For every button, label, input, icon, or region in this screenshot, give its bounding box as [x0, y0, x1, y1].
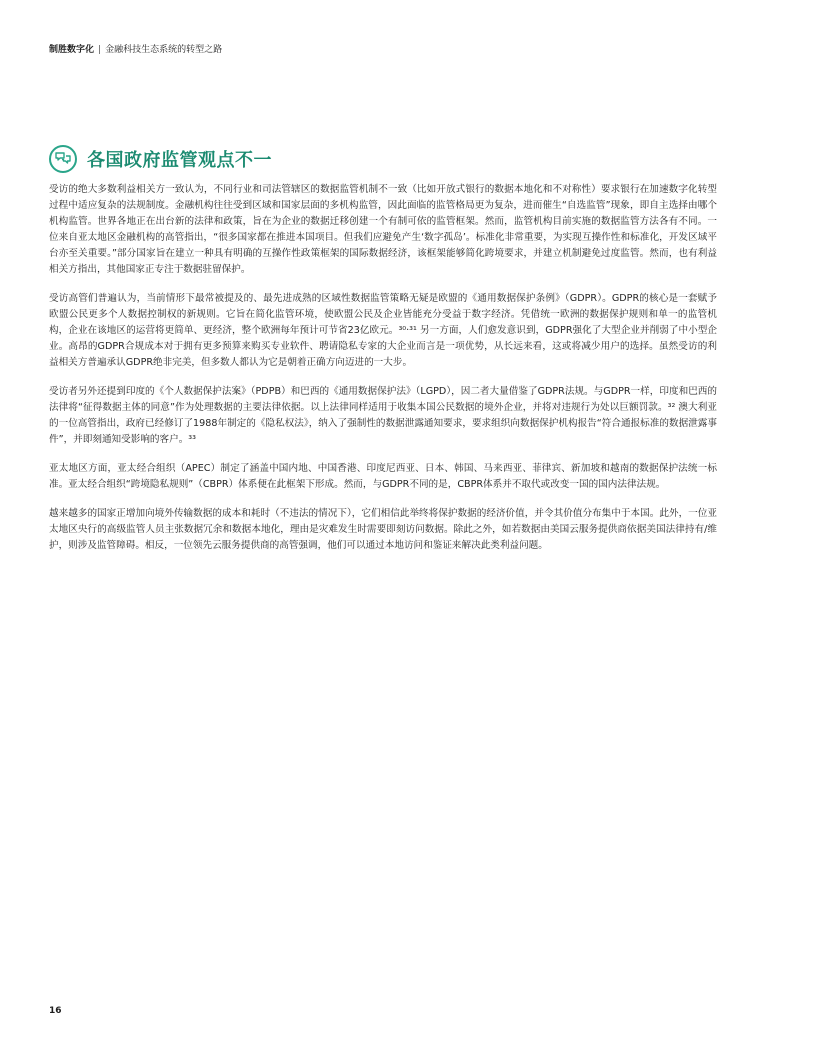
body-text	[49, 182, 717, 567]
paragraph: 亚太地区方面，亚太经合组织（APEC）制定了涵盖中国内地、中国香港、印度尼西亚、日本、韩国、马来西亚、菲律宾、新加坡和越南的数据保护法统一标准。亚太经合组织“跨境隐私规则”（CBPR）体系便在此框架下形成。然而，与GDPR不同的是，CBPR体系并不取代或改变一国的国内法律法规。	[49, 463, 717, 490]
section-heading	[49, 143, 272, 175]
section-title: 各国政府监管观点不一	[87, 150, 272, 171]
paragraph: 受访的绝大多数利益相关方一致认为，不同行业和司法管辖区的数据监管机制不一致（比如开放式银行的数据本地化和不对称性）要求银行在加速数字化转型过程中适应复杂的法规制度。金融机构往往受到区域和国家层面的多机构监管，因此面临的监管格局更为复杂，进而催生“自选监管”现象，即自主选择由哪个机构监管。世界各地正在出台新的法律和政策，旨在为企业的数据迁移创建一个有制可依的监管框架。然而，监管机构目前实施的数据监管方法各有不同。一位来自亚太地区金融机构的高管指出，“很多国家都在推进本国项目。但我们应避免产生‘数字孤岛’。标准化非常重要，为实现互操作性和标准化，开发区域平台亦至关重要。”部分国家旨在建立一种具有明确的互操作性政策框架的国际数据经济，该框架能够简化跨境要求，并建立机制避免过度监管。然而，也有利益相关方指出，其他国家正专注于数据驻留保护。	[49, 184, 717, 275]
running-header	[49, 44, 222, 56]
speech-bubbles-icon	[49, 145, 77, 173]
paragraph: 越来越多的国家正增加向境外传输数据的成本和耗时（不违法的情况下），它们相信此举终将保护数据的经济价值，并令其价值分布集中于本国。此外，一位亚太地区央行的高级监管人员主张数据冗余和数据本地化，理由是灾难发生时需要即刻访问数据。除此之外，如若数据由美国云服务提供商依据美国法律持有/维护，则涉及监管障碍。相反，一位领先云服务提供商的高管强调，他们可以通过本地访问和鉴证来解决此类利益问题。	[49, 508, 717, 551]
header-brand: 制胜数字化	[49, 45, 95, 55]
header-subtitle: 金融科技生态系统的转型之路	[105, 45, 223, 55]
paragraph: 受访高管们普遍认为，当前情形下最常被提及的、最先进成熟的区域性数据监管策略无疑是欧盟的《通用数据保护条例》（GDPR）。GDPR的核心是一套赋予欧盟公民更多个人数据控制权的新规则。它旨在简化监管环境，使欧盟公民及企业皆能充分受益于数字经济。凭借统一欧洲的数据保护规则和单一的监管机构，企业在该地区的运营将更简单、更经济，整个欧洲每年预计可节省23亿欧元。³⁰·³¹ 另一方面，人们愈发意识到，GDPR强化了大型企业并削弱了中小型企业。高昂的GDPR合规成本对于拥有更多预算来购买专业软件、聘请隐私专家的大企业而言是一项优势，从长远来看，这或将减少用户的选择。虽然受访的利益相关方普遍承认GDPR绝非完美，但多数人都认为它是朝着正确方向迈进的一大步。	[49, 293, 717, 368]
header-separator: |	[98, 45, 102, 55]
paragraph: 受访者另外还提到印度的《个人数据保护法案》（PDPB）和巴西的《通用数据保护法》（LGPD），因二者大量借鉴了GDPR法规。与GDPR一样，印度和巴西的法律将“征得数据主体的同意”作为处理数据的主要法律依据。以上法律同样适用于收集本国公民数据的境外企业，并将对违规行为处以巨额罚款。³² 澳大利亚的一位高管指出，政府已经修订了1988年制定的《隐私权法》，纳入了强制性的数据泄露通知要求，要求组织向数据保护机构报告“符合通报标准的数据泄露事件”，并即刻通知受影响的客户。³³	[49, 386, 717, 445]
page-number: 16	[49, 1006, 62, 1016]
